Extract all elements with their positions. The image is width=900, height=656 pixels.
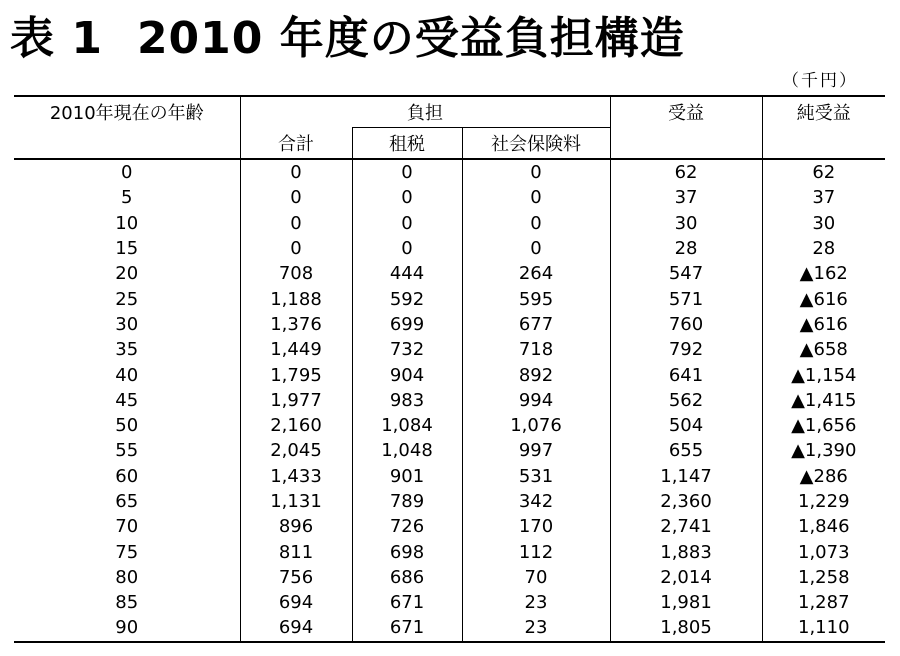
table-title bbox=[10, 2, 685, 66]
table-row bbox=[14, 236, 885, 261]
cell-social-insurance: 0 bbox=[462, 185, 610, 210]
cell-age: 70 bbox=[115, 516, 139, 538]
cell-social-insurance: 342 bbox=[462, 489, 610, 514]
table-row bbox=[14, 590, 885, 615]
header-net-benefit: 純受益 bbox=[762, 96, 885, 159]
table-row bbox=[14, 615, 885, 641]
cell-social-insurance: 0 bbox=[462, 159, 610, 185]
cell-benefit: 2,014 bbox=[610, 565, 762, 590]
cell-tax: 1,084 bbox=[352, 413, 462, 438]
cell-benefit: 2,741 bbox=[610, 514, 762, 539]
unit-label: （千円） bbox=[782, 71, 858, 91]
table-row bbox=[14, 211, 885, 236]
cell-tax: 726 bbox=[352, 514, 462, 539]
cell-net-benefit: 1,073 bbox=[762, 539, 885, 564]
cell-social-insurance: 997 bbox=[462, 438, 610, 463]
cell-benefit: 28 bbox=[610, 236, 762, 261]
table-row bbox=[14, 489, 885, 514]
cell-total: 1,449 bbox=[240, 337, 352, 362]
cell-total: 0 bbox=[240, 211, 352, 236]
cell-benefit: 792 bbox=[610, 337, 762, 362]
cell-benefit: 562 bbox=[610, 388, 762, 413]
cell-social-insurance: 677 bbox=[462, 312, 610, 337]
cell-social-insurance: 112 bbox=[462, 539, 610, 564]
cell-total: 1,131 bbox=[240, 489, 352, 514]
cell-social-insurance: 0 bbox=[462, 211, 610, 236]
cell-total: 694 bbox=[240, 590, 352, 615]
cell-age: 65 bbox=[115, 491, 139, 512]
cell-tax: 901 bbox=[352, 464, 462, 489]
cell-age: 15 bbox=[115, 238, 139, 260]
cell-tax: 671 bbox=[352, 590, 462, 615]
cell-social-insurance: 70 bbox=[462, 565, 610, 590]
cell-social-insurance: 892 bbox=[462, 362, 610, 387]
cell-net-benefit: 1,110 bbox=[762, 615, 885, 641]
table-number: 表 1 bbox=[10, 13, 103, 64]
table-row bbox=[14, 565, 885, 590]
cell-net-benefit: 37 bbox=[762, 185, 885, 210]
cell-tax: 686 bbox=[352, 565, 462, 590]
table-row bbox=[14, 464, 885, 489]
table-row bbox=[14, 337, 885, 362]
cell-age: 85 bbox=[115, 592, 139, 614]
table-row bbox=[14, 388, 885, 413]
cell-age: 90 bbox=[14, 615, 240, 641]
table-row bbox=[14, 312, 885, 337]
cell-tax: 0 bbox=[352, 159, 462, 185]
table-row bbox=[14, 286, 885, 311]
table-row bbox=[14, 539, 885, 564]
cell-social-insurance: 994 bbox=[462, 388, 610, 413]
cell-net-benefit: ▲1,390 bbox=[762, 438, 885, 463]
cell-age: 20 bbox=[115, 263, 139, 285]
cell-social-insurance: 0 bbox=[462, 236, 610, 261]
table-row bbox=[14, 413, 885, 438]
cell-total: 896 bbox=[240, 514, 352, 539]
cell-benefit: 641 bbox=[610, 362, 762, 387]
table-body bbox=[14, 159, 885, 642]
cell-tax: 592 bbox=[352, 286, 462, 311]
cell-total: 1,188 bbox=[240, 286, 352, 311]
cell-net-benefit: ▲1,415 bbox=[762, 388, 885, 413]
cell-net-benefit: 1,229 bbox=[762, 489, 885, 514]
cell-total: 1,795 bbox=[240, 362, 352, 387]
cell-tax: 983 bbox=[352, 388, 462, 413]
cell-total: 1,433 bbox=[240, 464, 352, 489]
cell-total: 1,977 bbox=[240, 388, 352, 413]
header-social-insurance: 社会保険料 bbox=[462, 128, 610, 160]
benefit-burden-table bbox=[14, 95, 885, 643]
table-row bbox=[14, 185, 885, 210]
cell-age: 30 bbox=[115, 313, 139, 335]
cell-age: 35 bbox=[115, 339, 139, 361]
cell-net-benefit: ▲162 bbox=[762, 261, 885, 286]
cell-tax: 698 bbox=[352, 539, 462, 564]
cell-age: 40 bbox=[115, 364, 139, 386]
cell-benefit: 655 bbox=[610, 438, 762, 463]
cell-benefit: 1,883 bbox=[610, 539, 762, 564]
cell-age: 55 bbox=[115, 440, 139, 462]
header-benefit: 受益 bbox=[610, 96, 762, 159]
cell-age: 25 bbox=[115, 288, 139, 310]
cell-total: 756 bbox=[240, 565, 352, 590]
cell-social-insurance: 23 bbox=[462, 590, 610, 615]
cell-benefit: 571 bbox=[610, 286, 762, 311]
header-burden: 負担 bbox=[240, 96, 610, 128]
cell-benefit: 1,805 bbox=[610, 615, 762, 641]
cell-total: 2,160 bbox=[240, 413, 352, 438]
cell-social-insurance: 1,076 bbox=[462, 413, 610, 438]
cell-net-benefit: 28 bbox=[762, 236, 885, 261]
cell-net-benefit: ▲616 bbox=[762, 312, 885, 337]
cell-age: 10 bbox=[115, 212, 139, 234]
cell-social-insurance: 23 bbox=[462, 615, 610, 641]
cell-total: 2,045 bbox=[240, 438, 352, 463]
cell-age: 5 bbox=[121, 187, 133, 209]
table-row bbox=[14, 362, 885, 387]
header-tax: 租税 bbox=[352, 128, 462, 160]
cell-age: 0 bbox=[121, 162, 133, 184]
cell-tax: 671 bbox=[352, 615, 462, 641]
cell-tax: 789 bbox=[352, 489, 462, 514]
cell-total: 0 bbox=[240, 236, 352, 261]
cell-social-insurance: 170 bbox=[462, 514, 610, 539]
cell-benefit: 1,147 bbox=[610, 464, 762, 489]
cell-social-insurance: 531 bbox=[462, 464, 610, 489]
cell-net-benefit: 1,258 bbox=[762, 565, 885, 590]
cell-net-benefit: 1,287 bbox=[762, 590, 885, 615]
cell-total: 694 bbox=[240, 615, 352, 641]
cell-benefit: 547 bbox=[610, 261, 762, 286]
cell-total: 0 bbox=[240, 185, 352, 210]
cell-tax: 732 bbox=[352, 337, 462, 362]
header-total: 合計 bbox=[240, 128, 352, 160]
cell-benefit: 30 bbox=[610, 211, 762, 236]
cell-age: 50 bbox=[115, 415, 139, 437]
cell-tax: 904 bbox=[352, 362, 462, 387]
cell-tax: 0 bbox=[352, 185, 462, 210]
cell-age: 80 bbox=[115, 566, 139, 588]
cell-net-benefit: 1,846 bbox=[762, 514, 885, 539]
cell-tax: 0 bbox=[352, 211, 462, 236]
cell-net-benefit: ▲286 bbox=[762, 464, 885, 489]
header-age: 2010年現在の年齢 bbox=[14, 96, 240, 159]
cell-age: 75 bbox=[115, 541, 139, 563]
cell-net-benefit: ▲1,154 bbox=[762, 362, 885, 387]
cell-net-benefit: ▲658 bbox=[762, 337, 885, 362]
cell-social-insurance: 718 bbox=[462, 337, 610, 362]
cell-net-benefit: 30 bbox=[762, 211, 885, 236]
cell-total: 1,376 bbox=[240, 312, 352, 337]
cell-net-benefit: ▲1,656 bbox=[762, 413, 885, 438]
table-caption: 2010 年度の受益負担構造 bbox=[136, 13, 685, 64]
cell-age: 45 bbox=[115, 389, 139, 411]
cell-benefit: 2,360 bbox=[610, 489, 762, 514]
cell-total: 708 bbox=[240, 261, 352, 286]
cell-benefit: 760 bbox=[610, 312, 762, 337]
cell-benefit: 62 bbox=[610, 159, 762, 185]
table-row bbox=[14, 159, 885, 185]
cell-social-insurance: 264 bbox=[462, 261, 610, 286]
cell-benefit: 37 bbox=[610, 185, 762, 210]
cell-tax: 444 bbox=[352, 261, 462, 286]
cell-total: 0 bbox=[240, 159, 352, 185]
cell-social-insurance: 595 bbox=[462, 286, 610, 311]
table-row bbox=[14, 261, 885, 286]
cell-age: 60 bbox=[115, 465, 139, 487]
cell-tax: 0 bbox=[352, 236, 462, 261]
cell-net-benefit: 62 bbox=[762, 159, 885, 185]
table-row bbox=[14, 514, 885, 539]
cell-total: 811 bbox=[240, 539, 352, 564]
table-row bbox=[14, 438, 885, 463]
cell-net-benefit: ▲616 bbox=[762, 286, 885, 311]
cell-tax: 699 bbox=[352, 312, 462, 337]
cell-benefit: 1,981 bbox=[610, 590, 762, 615]
cell-tax: 1,048 bbox=[352, 438, 462, 463]
cell-benefit: 504 bbox=[610, 413, 762, 438]
